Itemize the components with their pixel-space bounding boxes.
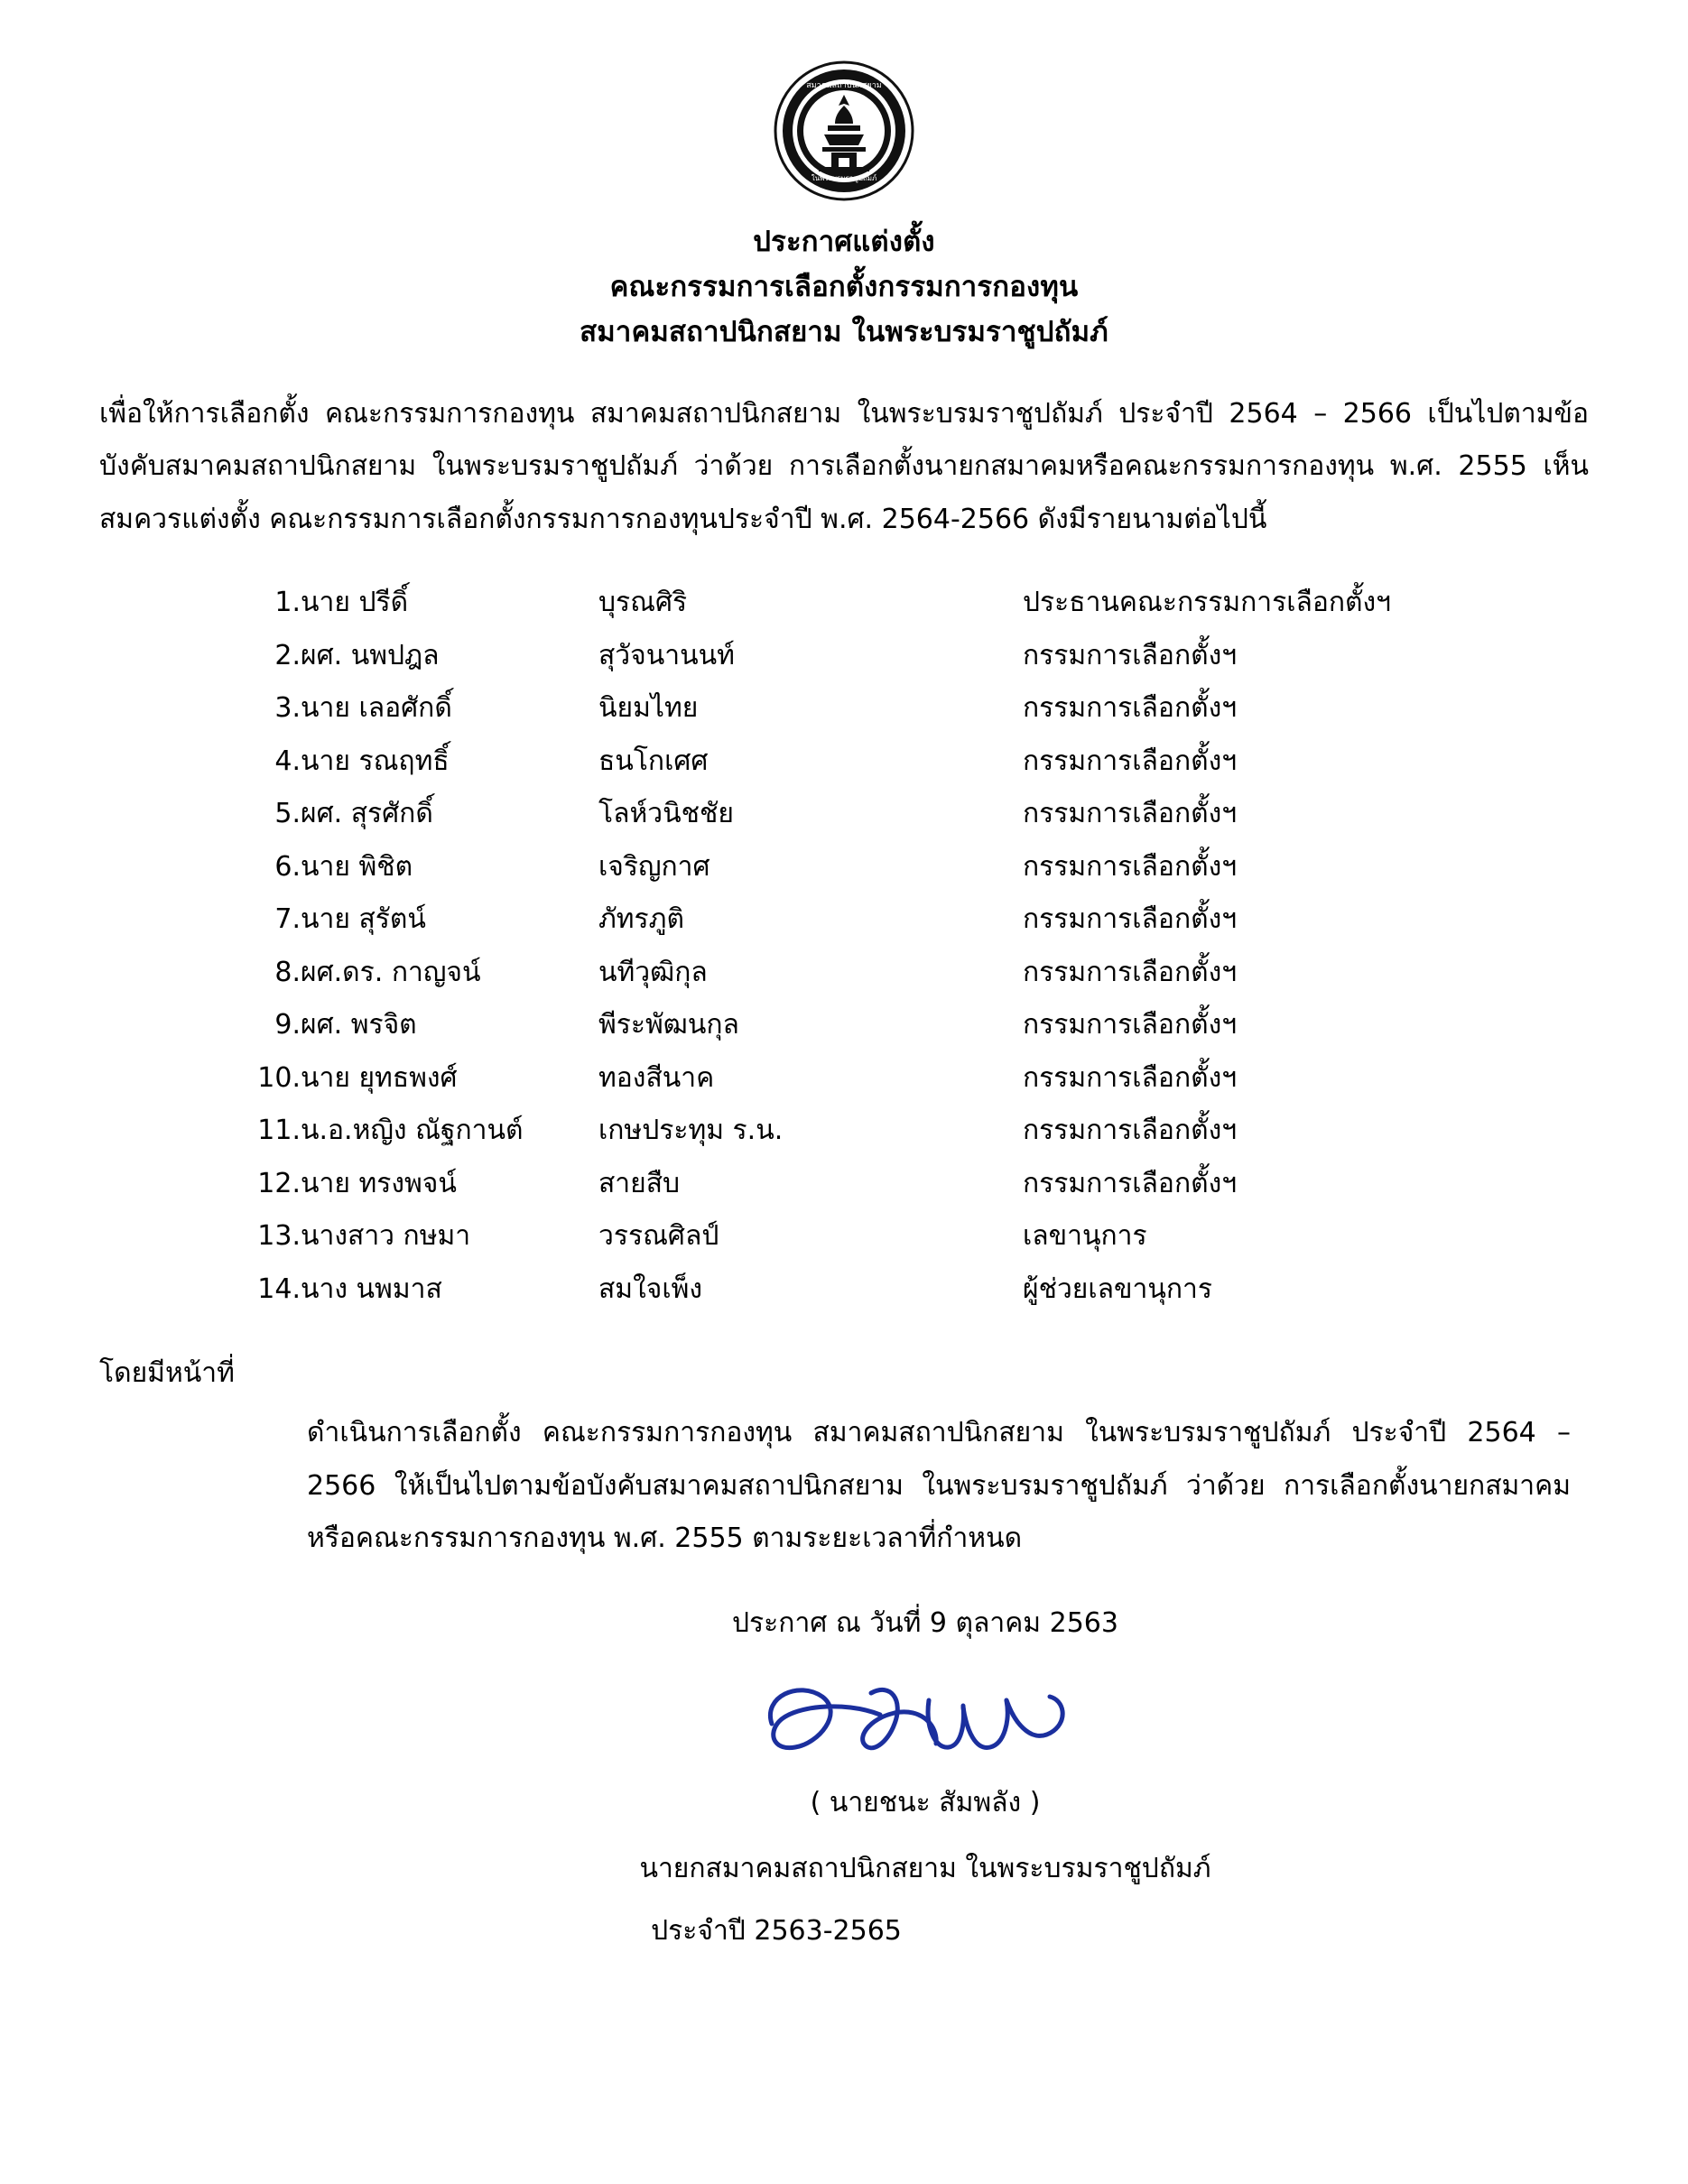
- table-row: [230, 630, 1447, 683]
- member-last: สมใจเพ็ง: [598, 1272, 702, 1305]
- member-last: พีระพัฒนกุล: [598, 1009, 739, 1041]
- member-last: เกษประทุม ร.น.: [598, 1115, 784, 1147]
- member-first: นาย ทรงพจน์: [301, 1167, 457, 1199]
- member-last: โลห์วนิชชัย: [598, 798, 734, 830]
- member-first: นาย ยุทธพงศ์: [301, 1061, 458, 1094]
- member-last: สายสืบ: [598, 1167, 681, 1199]
- subtitle-committee: คณะกรรมการเลือกตั้งกรรมการกองทุน: [609, 271, 1079, 304]
- member-last: นิยมไทย: [598, 692, 699, 725]
- member-role: กรรมการเลือกตั้งฯ: [1023, 639, 1238, 671]
- member-first: น.อ.หญิง ณัฐกานต์: [301, 1115, 524, 1147]
- member-first: ผศ. พรจิต: [301, 1009, 417, 1041]
- signatory-position: นายกสมาคมสถาปนิกสยาม ในพระบรมราชูปถัมภ์: [639, 1852, 1211, 1884]
- member-role: กรรมการเลือกตั้งฯ: [1023, 745, 1238, 777]
- intro-paragraph: เพื่อให้การเลือกตั้ง คณะกรรมการกองทุน สมาคมสถาปนิกสยาม ในพระบรมราชูปถัมภ์ ประจำปี 2564 – 2566 เป็นไปตามข้อบังคับสมาคมสถาปนิกสยาม ในพระบรมราชูปถัมภ์ ว่าด้วย การเลือกตั้งนายกสมาคมหรือคณะกรรมการกองทุน พ.ศ. 2555 เห็นสมควรแต่งตั้ง คณะกรรมการเลือกตั้งกรรมการกองทุนประจำปี พ.ศ. 2564-2566 ดังมีรายนามต่อไปนี้: [99, 397, 1589, 535]
- member-number: 13.: [257, 1220, 301, 1253]
- member-last: เจริญกาศ: [598, 850, 710, 883]
- member-number: 6.: [274, 850, 301, 883]
- table-row: [230, 1158, 1447, 1211]
- member-first: นาย เลอศักดิ์: [301, 692, 452, 725]
- member-number: 7.: [274, 903, 301, 936]
- table-row: [230, 841, 1447, 894]
- association-seal-icon: [772, 59, 916, 203]
- table-row: [230, 999, 1447, 1052]
- table-row: [230, 788, 1447, 841]
- member-number: 9.: [274, 1009, 301, 1041]
- member-last: ธนโกเศศ: [598, 745, 709, 777]
- table-row: [230, 682, 1447, 736]
- table-row: [230, 893, 1447, 947]
- document-title-block: [99, 219, 1589, 356]
- table-row: [230, 947, 1447, 1000]
- member-role: กรรมการเลือกตั้งฯ: [1023, 1115, 1238, 1147]
- duty-paragraph: ดำเนินการเลือกตั้ง คณะกรรมการกองทุน สมาคมสถาปนิกสยาม ในพระบรมราชูปถัมภ์ ประจำปี 2564 – 2566 ให้เป็นไปตามข้อบังคับสมาคมสถาปนิกสยาม ในพระบรมราชูปถัมภ์ ว่าด้วย การเลือกตั้งนายกสมาคมหรือคณะกรรมการกองทุน พ.ศ. 2555 ตามระยะเวลาที่กำหนด: [307, 1417, 1571, 1555]
- member-role: กรรมการเลือกตั้งฯ: [1023, 692, 1238, 725]
- member-role: กรรมการเลือกตั้งฯ: [1023, 903, 1238, 936]
- table-row: [230, 1052, 1447, 1106]
- table-row: [230, 577, 1447, 630]
- member-first: ผศ. สุรศักดิ์: [301, 798, 433, 830]
- member-role: กรรมการเลือกตั้งฯ: [1023, 1061, 1238, 1094]
- member-role: กรรมการเลือกตั้งฯ: [1023, 798, 1238, 830]
- member-number: 10.: [257, 1061, 301, 1094]
- member-first: นาย พิชิต: [301, 850, 413, 883]
- member-first: นางสาว กษมา: [301, 1220, 471, 1253]
- table-row: [230, 736, 1447, 789]
- members-table: [230, 577, 1447, 1316]
- member-role: กรรมการเลือกตั้งฯ: [1023, 956, 1238, 988]
- member-first: นาย ปรีดิ์: [301, 587, 409, 619]
- member-number: 1.: [274, 587, 301, 619]
- member-number: 8.: [274, 956, 301, 988]
- member-number: 12.: [257, 1167, 301, 1199]
- member-number: 2.: [274, 639, 301, 671]
- member-first: นาง นพมาส: [301, 1272, 442, 1305]
- member-role: กรรมการเลือกตั้งฯ: [1023, 1009, 1238, 1041]
- svg-text:สมาคมสถาปนิกสยาม: สมาคมสถาปนิกสยาม: [806, 81, 882, 90]
- signature-icon: [262, 1661, 1589, 1787]
- member-role: กรรมการเลือกตั้งฯ: [1023, 850, 1238, 883]
- table-row: [230, 1105, 1447, 1158]
- member-number: 5.: [274, 798, 301, 830]
- member-number: 14.: [257, 1272, 301, 1305]
- subtitle-association: สมาคมสถาปนิกสยาม ในพระบรมราชูปถัมภ์: [580, 316, 1108, 349]
- member-last: สุวัจนานนท์: [598, 639, 735, 671]
- announcement-date: ประกาศ ณ วันที่ 9 ตุลาคม 2563: [732, 1606, 1118, 1639]
- table-row: [230, 1263, 1447, 1317]
- table-row: [230, 1210, 1447, 1263]
- svg-text:ในพระบรมราชูปถัมภ์: ในพระบรมราชูปถัมภ์: [811, 174, 877, 182]
- page-title: ประกาศแต่งตั้ง: [753, 226, 935, 258]
- signature-block: [99, 1661, 1589, 1952]
- member-first: ผศ.ดร. กาญจน์: [301, 956, 481, 988]
- member-number: 4.: [274, 745, 301, 777]
- member-role: ผู้ช่วยเลขานุการ: [1023, 1272, 1212, 1305]
- member-role: กรรมการเลือกตั้งฯ: [1023, 1167, 1238, 1199]
- member-last: ภัทรภูติ: [598, 903, 684, 936]
- member-last: บุรณศิริ: [598, 587, 688, 619]
- member-role: เลขานุการ: [1023, 1220, 1147, 1253]
- member-last: นทีวุฒิกุล: [598, 956, 708, 988]
- member-first: ผศ. นพปฎล: [301, 639, 440, 671]
- signatory-name: ( นายชนะ สัมพลัง ): [810, 1786, 1041, 1818]
- member-number: 11.: [257, 1115, 301, 1147]
- signatory-term: ประจำปี 2563-2565: [651, 1914, 902, 1947]
- member-last: วรรณศิลป์: [598, 1220, 719, 1253]
- member-first: นาย รณฤทธิ์: [301, 745, 450, 777]
- member-number: 3.: [274, 692, 301, 725]
- logo-container: [99, 59, 1589, 203]
- member-role: ประธานคณะกรรมการเลือกตั้งฯ: [1023, 587, 1392, 619]
- member-first: นาย สุรัตน์: [301, 903, 426, 936]
- member-last: ทองสีนาค: [598, 1061, 715, 1094]
- duty-label: โดยมีหน้าที่: [99, 1357, 235, 1390]
